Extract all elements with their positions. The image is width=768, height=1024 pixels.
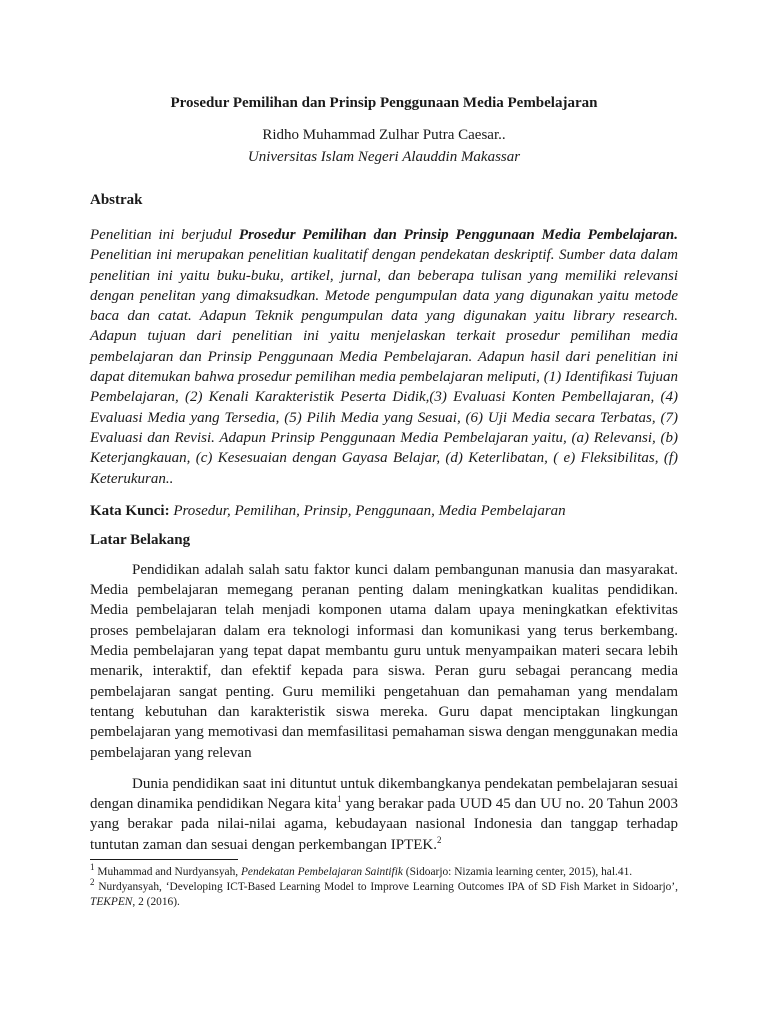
footnote-1-title: Pendekatan Pembelajaran Saintifik xyxy=(240,866,403,879)
footnote-divider xyxy=(90,859,238,860)
background-heading: Latar Belakang xyxy=(90,531,191,548)
abstract-heading: Abstrak xyxy=(90,192,143,208)
keywords xyxy=(90,501,678,521)
footnote-1-pre: Muhammad and Nurdyansyah, xyxy=(94,866,241,879)
abstract-bold-title: Prosedur Pemilihan dan Prinsip Penggunaan Media Pembelajaran. xyxy=(238,227,678,243)
keywords-label: Kata Kunci: xyxy=(90,502,170,519)
footnote-1-post: (Sidoarjo: Nizamia learning center, 2015), hal.41. xyxy=(402,866,633,879)
footnote-2-title: TEKPEN xyxy=(90,896,133,909)
footnote-2 xyxy=(90,877,678,910)
footnote-ref-1[interactable]: 1 xyxy=(337,794,342,805)
keywords-value: Prosedur, Pemilihan, Prinsip, Penggunaan, Media Pembelajaran xyxy=(169,502,566,519)
paragraph-2-text-a: Dunia pendidikan saat ini dituntut untuk dikembangkanya pendekatan pembelajaran sesuai dengan dinamika pendidikan Negara kita xyxy=(90,775,678,813)
footnote-2-number: 2 xyxy=(90,877,95,888)
author-name: Ridho Muhammad Zulhar Putra Caesar.. xyxy=(262,127,506,143)
abstract-intro: Penelitian ini berjudul xyxy=(90,227,239,243)
footnote-ref-2[interactable]: 2 xyxy=(436,834,442,845)
paragraph-2-text-b: yang berakar pada UUD 45 dan UU no. 20 Tahun 2003 yang berakar pada nilai-nilai agama, kebudayaan nasional Indonesia dan tanggap terhadap tuntutan zaman dan sesuai dengan perkembangan IPTEK. xyxy=(90,796,679,853)
footnote-1 xyxy=(90,862,678,880)
abstract-body: Penelitian ini merupakan penelitian kualitatif dengan pendekatan deskriptif. Sumber data dalam penelitian ini yaitu buku-buku, artikel, jurnal, dan beberapa tulisan yang memiliki relevansi dengan penelitan yang dimaksudkan. Metode pengumpulan data yang digunakan yaitu metode baca dan catat. Adapun Teknik pengumpulan data yang digunakan yaitu library research. Adapun tujuan dari penelitian ini yaitu menjelaskan terkait prosedur pemilihan media pembelajaran dan Prinsip Penggunaan Media Pembelajaran. Adapun hasil dari penelitian ini dapat ditemukan bahwa prosedur pemilihan media pembelajaran meliputi, (1) Identifikasi Tujuan Pembelajaran, (2) Kenali Karakteristik Peserta Didik,(3) Evaluasi Konten Pembellajaran, (4) Evaluasi Media yang Tersedia, (5) Pilih Media yang Sesuai, (6) Uji Media secara Terbatas, (7) Evaluasi dan Revisi. Adapun Prinsip Penggunaan Media Pembelajaran yaitu, (a) Relevansi, (b) Keterjangkauan, (c) Kesesuaian dengan Gayasa Belajar, (d) Keterlibatan, ( e) Fleksibilitas, (f) Keterukuran.. xyxy=(90,247,678,487)
footnotes xyxy=(90,862,678,910)
affiliation: Universitas Islam Negeri Alauddin Makassar xyxy=(247,149,521,165)
footnote-2-pre: Nurdyansyah, ‘Developing ICT-Based Learning Model to Improve Learning Outcomes IPA of SD Fish Market in Sidoarjo’, xyxy=(94,881,678,894)
paper-title: Prosedur Pemilihan dan Prinsip Penggunaan Media Pembelajaran xyxy=(170,95,598,111)
footnote-2-post: , 2 (2016). xyxy=(132,896,180,909)
footnote-1-number: 1 xyxy=(90,862,95,873)
background-paragraph-2 xyxy=(90,774,678,855)
abstract-text xyxy=(90,225,678,489)
background-paragraph-1: Pendidikan adalah salah satu faktor kunci dalam pembangunan manusia dan masyarakat. Media pembelajaran memegang peranan penting dalam meningkatkan kualitas pendidikan. Media pembelajaran telah menjadi komponen utama dalam upaya meningkatkan efektivitas proses pembelajaran dalam era teknologi informasi dan komunikasi yang terus berkembang. Media pembelajaran yang tepat dapat membantu guru untuk menyampaikan materi secara lebih menarik, interaktif, dan efektif kepada para siswa. Peran guru sebagai perancang media pembelajaran sangat penting. Guru memiliki pengetahuan dan pemahaman yang mendalam tentang kebutuhan dan karakteristik siswa mereka. Guru dapat menciptakan lingkungan pembelajaran yang memotivasi dan memfasilitasi pemahaman siswa dengan menggunakan media pembelajaran yang relevan xyxy=(90,561,678,761)
